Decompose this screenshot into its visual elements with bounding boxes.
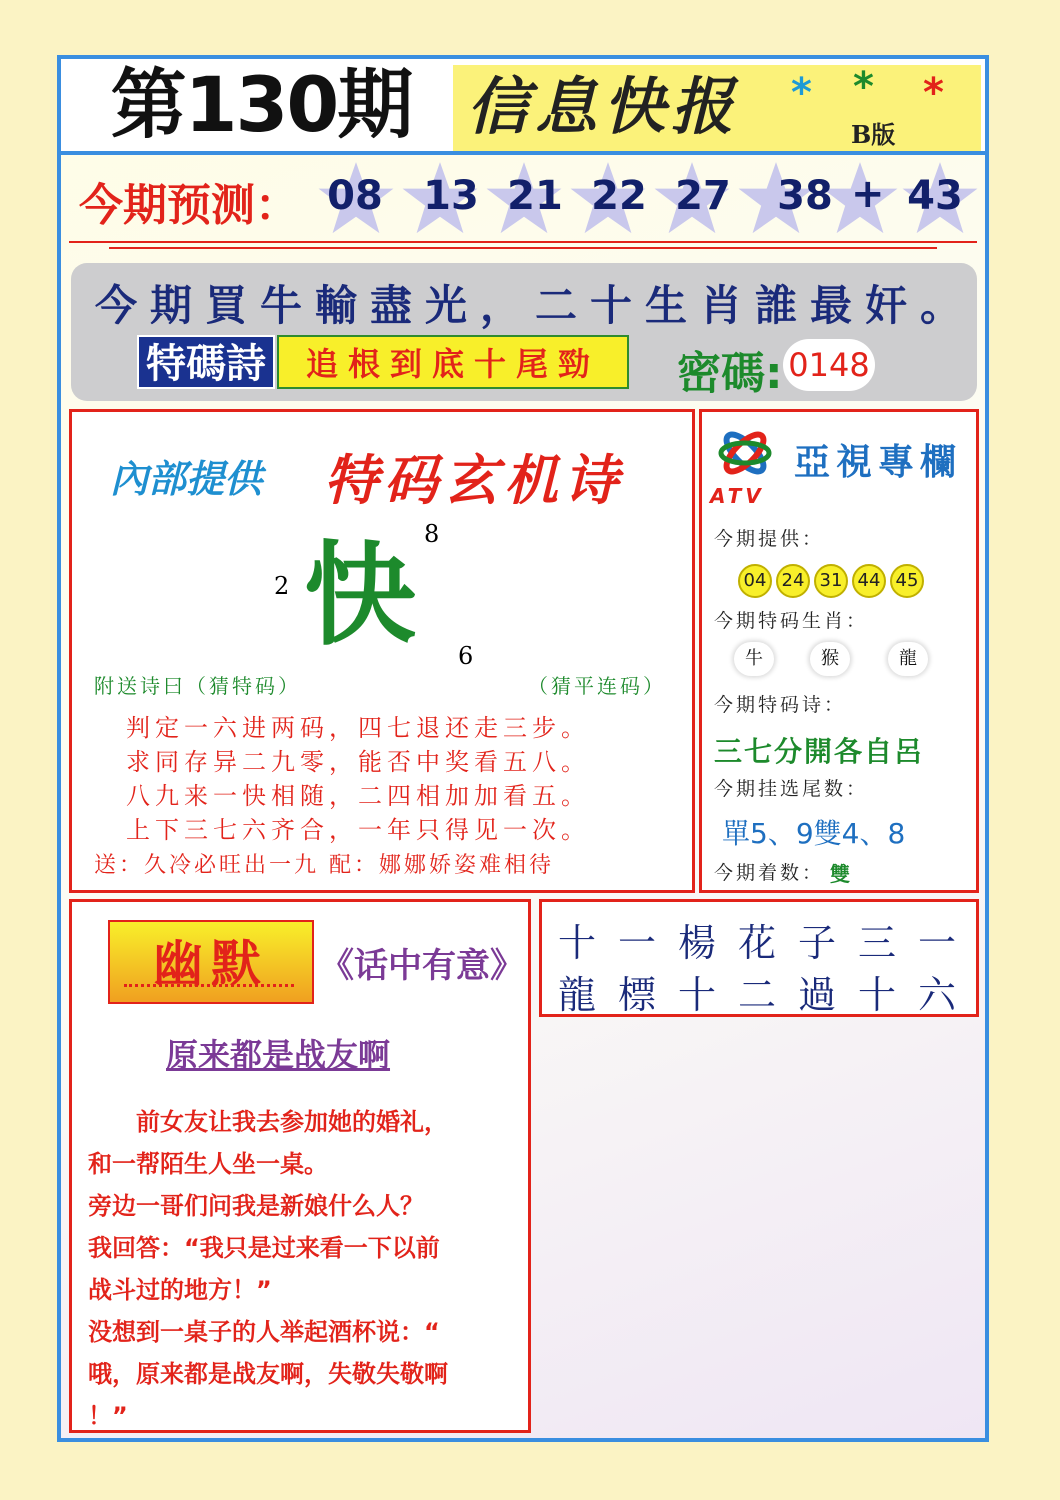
note-right: （猜平连码）	[528, 674, 666, 698]
atv-logo-icon	[714, 426, 776, 480]
verse-line: 上下三七六齐合，一年只得见一次。	[126, 816, 590, 844]
send-line: 送：久冷必旺出一九 配：娜娜娇姿难相待	[94, 853, 554, 878]
brand-banner	[453, 65, 981, 151]
poem-title-badge: 特碼詩	[137, 335, 275, 389]
joke-subtitle: 《话中有意》	[320, 946, 524, 986]
number-ball: 45	[890, 564, 924, 598]
zodiac-badge: 猴	[810, 642, 850, 676]
asterisk-icon: *	[853, 64, 874, 110]
focus-value: 雙	[830, 862, 850, 886]
joke-line: 我回答：“我只是过来看一下以前	[88, 1234, 440, 1262]
inside-label: 內部提供	[110, 457, 263, 501]
prediction-number: 08	[327, 173, 383, 219]
number-ball: 31	[814, 564, 848, 598]
hint-number: 2	[274, 572, 290, 600]
prediction-number: 22	[591, 173, 647, 219]
atv-poem: 三七分開各自呂	[714, 735, 925, 768]
joke-line: 和一帮陌生人坐一桌。	[88, 1150, 328, 1178]
asterisk-icon: *	[791, 70, 812, 116]
issue-number: 第130期	[110, 60, 412, 149]
zodiac-label: 今期特码生肖：	[714, 610, 869, 632]
plus-sign: +	[851, 171, 885, 217]
zodiac-badge: 龍	[888, 642, 928, 676]
tail-label: 今期挂选尾数：	[714, 778, 869, 800]
special-number: 43	[907, 173, 963, 219]
riddle-panel	[539, 899, 979, 1017]
poem-label: 今期特码诗：	[714, 694, 847, 716]
key-character: 快	[304, 531, 416, 661]
joke-line: 前女友让我去参加她的婚礼，	[88, 1108, 448, 1136]
prediction-number: 38	[777, 173, 833, 219]
joke-line: 旁边一哥们问我是新娘什么人？	[88, 1192, 424, 1220]
prediction-number: 21	[507, 173, 563, 219]
joke-title: 原来都是战友啊	[166, 1036, 391, 1074]
code-value: 0148	[783, 339, 875, 391]
riddle-line: 十一楊花子三一	[558, 921, 979, 965]
joke-line: 战斗过的地方！”	[88, 1276, 272, 1304]
humor-badge	[108, 920, 314, 1004]
prediction-number: 13	[423, 173, 479, 219]
joke-panel	[69, 899, 531, 1433]
verse-line: 八九来一快相随，二四相加加看五。	[126, 782, 590, 810]
verse-line: 求同存异二九零，能否中奖看五八。	[126, 748, 590, 776]
provide-label: 今期提供：	[714, 528, 825, 550]
number-ball: 24	[776, 564, 810, 598]
poem-panel	[69, 409, 695, 893]
atv-logo-text: ATV	[710, 484, 765, 508]
code-label: 密碼:	[677, 348, 783, 399]
focus-label: 今期着数：	[714, 862, 825, 884]
zodiac-badge: 牛	[734, 642, 774, 676]
poem-line: 追根到底十尾勁	[277, 335, 629, 389]
prediction-number: 27	[675, 173, 731, 219]
header	[61, 59, 985, 155]
hint-number: 8	[424, 520, 440, 548]
riddle-line: 龍標十二過十六	[558, 973, 979, 1017]
note-left: 附送诗曰（猜特码）	[94, 674, 301, 698]
slogan-panel	[71, 263, 977, 401]
number-ball: 44	[852, 564, 886, 598]
poem-panel-title: 特码玄机诗	[324, 449, 624, 512]
joke-line: 哦，原来都是战友啊，失敬失敬啊	[88, 1360, 448, 1388]
hint-number: 6	[458, 642, 474, 670]
prediction-label: 今期预测：	[79, 180, 299, 231]
divider	[69, 241, 977, 243]
humor-text: 幽默	[153, 935, 269, 993]
edition-label: B版	[851, 120, 896, 149]
joke-line: 没想到一桌子的人举起酒杯说：“	[88, 1318, 440, 1346]
number-ball: 04	[738, 564, 772, 598]
slogan-text: 今期買牛輸盡光，二十生肖誰最奸。	[95, 281, 976, 330]
atv-panel	[699, 409, 979, 893]
tail-numbers: 單5、9雙4、8	[722, 817, 906, 850]
atv-title: 亞視專欄	[794, 441, 963, 483]
brand-title: 信息快报	[467, 70, 740, 143]
verse-line: 判定一六进两码，四七退还走三步。	[126, 714, 590, 742]
decorative-wave	[124, 984, 294, 994]
divider	[109, 247, 937, 249]
joke-line: ！”	[88, 1402, 128, 1430]
prediction-row	[71, 159, 981, 239]
asterisk-icon: *	[923, 70, 944, 116]
page-frame	[57, 55, 989, 1442]
